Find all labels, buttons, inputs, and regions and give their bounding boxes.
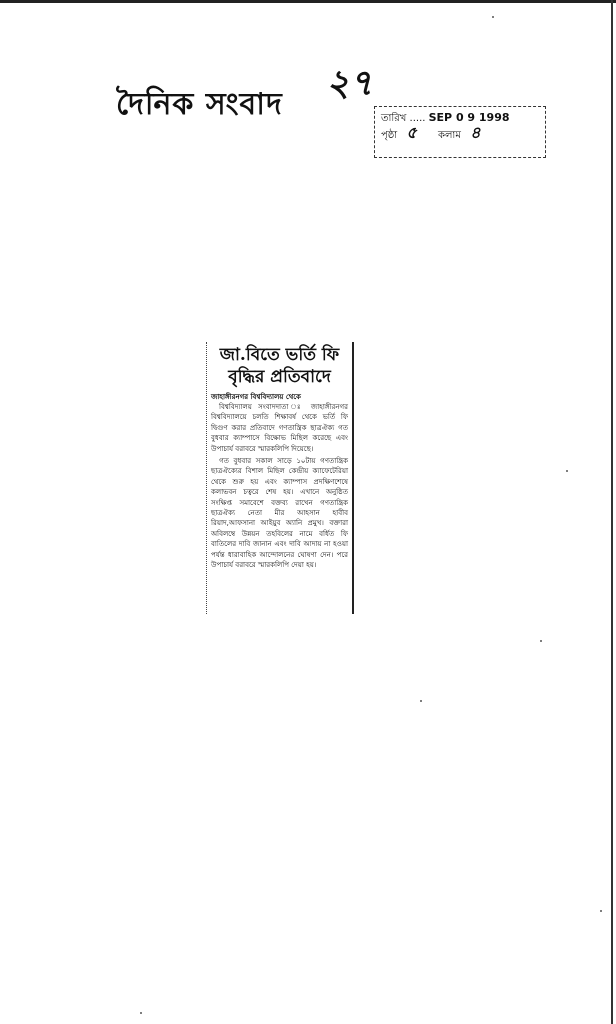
- scan-speck: [566, 470, 568, 472]
- article-headline: [211, 344, 348, 388]
- scan-right-border: [611, 0, 613, 1024]
- article-paragraph-1: বিশ্ববিদ্যালয় সংবাদদাতা ঃ জাহাঙ্গীরনগর বিশ্ববিদ্যালয়ে চলতি শিক্ষাবর্ষ থেকে ভর্তি ফি দ্বিগুণ করার প্রতিবাদে গণতান্ত্রিক ছাত্রঐক্য গত বুধবার ক্যাম্পাসে বিক্ষোভ মিছিল করেছে এবং উপাচার্য বরাবরে স্মারকলিপি দিয়েছে।: [211, 403, 348, 453]
- handwritten-page-number: ২৭: [326, 62, 373, 104]
- archive-stamp: [374, 106, 546, 158]
- stamp-date-value: SEP 0 9 1998: [428, 111, 510, 124]
- scan-speck: [140, 1012, 142, 1014]
- stamp-date-row: তারিখ ..... SEP 0 9 1998: [381, 111, 510, 124]
- headline-line-2: বৃদ্ধির প্রতিবাদে: [228, 367, 331, 387]
- stamp-column-label: কলাম: [437, 130, 461, 141]
- scan-speck: [540, 640, 542, 642]
- scan-speck: [492, 16, 494, 18]
- article-byline: জাহাঙ্গীরনগর বিশ্ববিদ্যালয় থেকে: [211, 393, 301, 401]
- stamp-column-value: ৪: [470, 123, 481, 142]
- newspaper-clipping: [206, 342, 354, 614]
- headline-line-1: জা.বিতে ভর্তি ফি: [219, 345, 340, 365]
- scan-speck: [420, 700, 422, 702]
- stamp-date-label: তারিখ: [381, 113, 407, 124]
- article-body: [211, 402, 348, 571]
- scan-top-border: [0, 0, 616, 3]
- article-paragraph-2: গত বুধবার সকাল সাড়ে ১০টায় গণতান্ত্রিক ছাত্রঐক্যের বিশাল মিছিল কেন্দ্রীয় ক্যাফেটেরিয়া থেকে শুরু হয় এবং ক্যাম্পাস প্রদক্ষিণশেষে কলাভবন চত্বরে শেষ হয়। এখানে অনুষ্ঠিত সংক্ষিপ্ত সমাবেশে বক্তব্য রাখেন গণতান্ত্রিক ছাত্রঐক্য নেতা মীর আহসান হাবীব রিয়াদ,আফসানা আইয়ুব অ্যানি প্রমুখ। বক্তারা অবিলম্বে উন্নয়ন তহবিলের নামে বর্ধিত ফি বাতিলের দাবি জানান এবং দাবি আদায় না হওয়া পর্যন্ত ধারাবাহিক আন্দোলনের ঘোষণা দেন। পরে উপাচার্য বরাবরে স্মারকলিপি দেয়া হয়।: [211, 457, 348, 570]
- scan-speck: [600, 910, 602, 912]
- stamp-page-value: ৫: [406, 123, 417, 142]
- stamp-page-label: পৃষ্ঠা: [381, 130, 398, 141]
- stamp-page-row: [381, 123, 539, 143]
- newspaper-masthead: দৈনিক সংবাদ: [116, 87, 283, 122]
